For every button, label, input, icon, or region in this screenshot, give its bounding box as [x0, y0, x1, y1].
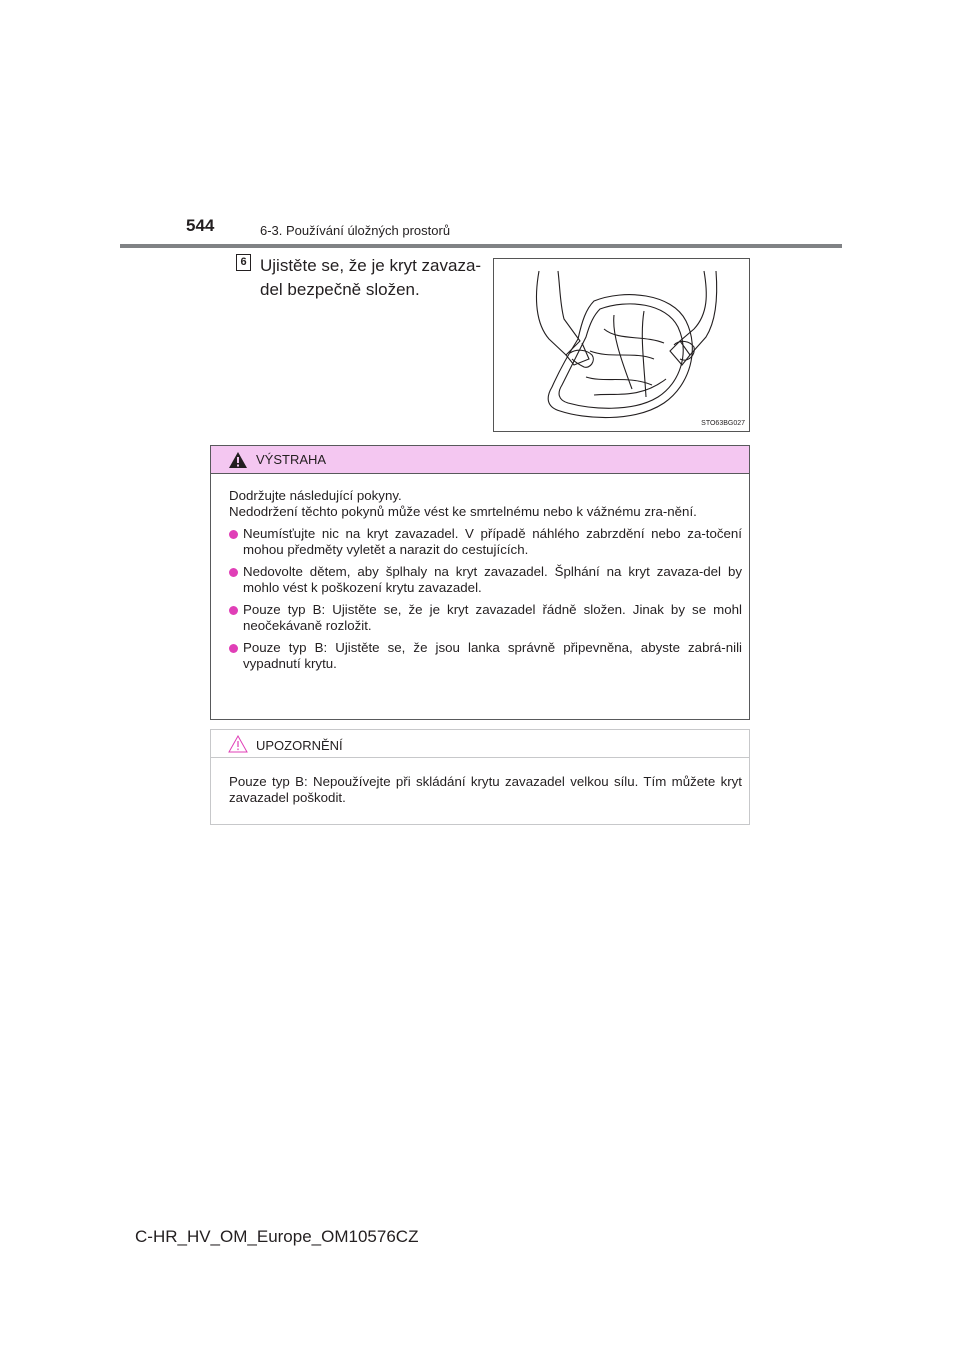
bullet-dot-icon — [229, 568, 238, 577]
document-code: C-HR_HV_OM_Europe_OM10576CZ — [135, 1227, 419, 1246]
warning-bullet — [229, 640, 742, 672]
bullet-dot-icon — [229, 644, 238, 653]
step-instruction: Ujistěte se, že je kryt zavaza-del bezpečně složen. — [260, 256, 482, 299]
caution-triangle-icon — [228, 735, 248, 753]
header-divider — [120, 244, 842, 248]
warning-bullet — [229, 602, 742, 634]
warning-bullet-text: Nedovolte dětem, aby šplhaly na kryt zavazadel. Šplhání na kryt zavaza-del by mohlo vést k poškození krytu zavazadel. — [243, 564, 742, 595]
warning-intro-line-1: Dodržujte následující pokyny. — [229, 488, 402, 503]
warning-bullet-text: Pouze typ B: Ujistěte se, že jsou lanka správně připevněna, abyste zabrá-nili vypadnutí krytu. — [243, 640, 742, 671]
caution-title: UPOZORNĚNÍ — [256, 738, 343, 753]
bullet-dot-icon — [229, 530, 238, 539]
caution-box — [210, 729, 750, 825]
warning-bullet-text: Neumísťujte nic na kryt zavazadel. V případě náhlého zabrzdění nebo za-točení mohou předměty vyletět a narazit do cestujících. — [243, 526, 742, 557]
warning-intro-line-2: Nedodržení těchto pokynů může vést ke smrtelnému nebo k vážnému zra-nění. — [229, 504, 697, 519]
warning-triangle-icon — [228, 451, 248, 469]
hands-folding-cover-drawing — [494, 259, 749, 431]
bullet-dot-icon — [229, 606, 238, 615]
caution-body: Pouze typ B: Nepoužívejte při skládání krytu zavazadel velkou sílu. Tím můžete kryt zavazadel poškodit. — [229, 774, 742, 805]
warning-bullet-text: Pouze typ B: Ujistěte se, že je kryt zavazadel řádně složen. Jinak by se mohl neočekávaně rozložit. — [243, 602, 742, 633]
warning-bullet — [229, 564, 742, 596]
page-number: 544 — [186, 216, 215, 235]
caution-header — [211, 730, 749, 758]
warning-bullet — [229, 526, 742, 558]
folded-tonneau-cover-illustration — [493, 258, 750, 432]
warning-title: VÝSTRAHA — [256, 452, 327, 467]
warning-body — [229, 488, 742, 672]
warning-box — [210, 445, 750, 720]
warning-header — [211, 446, 749, 474]
step-number-badge: 6 — [236, 254, 251, 271]
section-title: 6-3. Používání úložných prostorů — [260, 223, 451, 238]
illustration-code: STO63BG027 — [701, 420, 745, 427]
